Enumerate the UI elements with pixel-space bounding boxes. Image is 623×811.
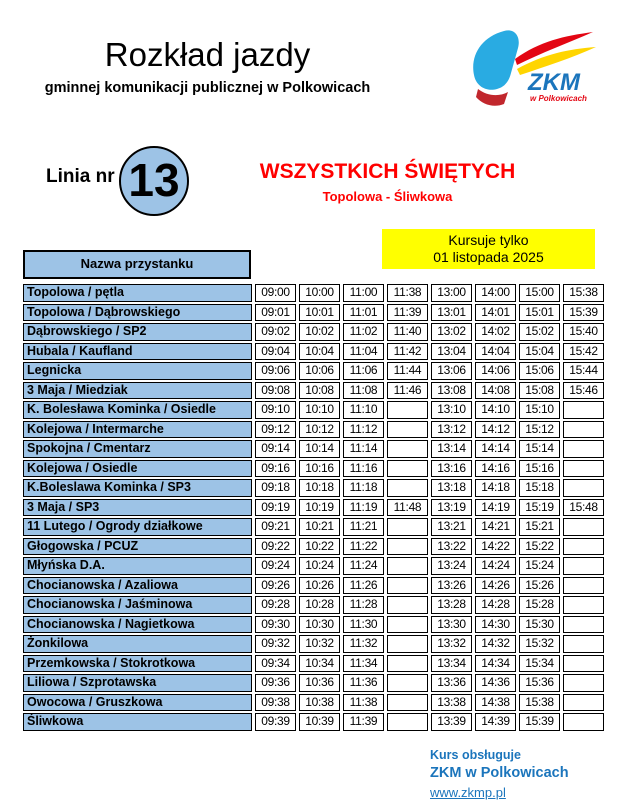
time-cell: 14:38: [475, 694, 516, 712]
table-row: [23, 538, 604, 556]
table-row: [23, 713, 604, 731]
time-cell: 14:12: [475, 421, 516, 439]
time-cell: 14:14: [475, 440, 516, 458]
time-cell: 11:26: [343, 577, 384, 595]
time-cell: 15:24: [519, 557, 560, 575]
time-cell: 13:30: [431, 616, 472, 634]
line-number-badge: 13: [119, 146, 189, 216]
time-cell-empty: [387, 694, 428, 712]
time-cell-empty: [563, 538, 604, 556]
table-row: [23, 343, 604, 361]
time-cell-empty: [563, 440, 604, 458]
time-cell-empty: [387, 518, 428, 536]
time-cell: 10:16: [299, 460, 340, 478]
time-cell: 11:46: [387, 382, 428, 400]
time-cell: 09:30: [255, 616, 296, 634]
table-row: [23, 577, 604, 595]
time-cell: 10:36: [299, 674, 340, 692]
time-cell-empty: [563, 655, 604, 673]
time-cell: 10:30: [299, 616, 340, 634]
time-cell: 11:38: [343, 694, 384, 712]
table-row: [23, 655, 604, 673]
time-cell: 13:32: [431, 635, 472, 653]
line-number-label: Linia nr: [46, 166, 115, 187]
time-cell: 10:10: [299, 401, 340, 419]
time-cell-empty: [563, 479, 604, 497]
time-cell-empty: [563, 635, 604, 653]
time-cell: 15:10: [519, 401, 560, 419]
table-row: [23, 460, 604, 478]
service-block: [250, 160, 525, 204]
time-cell: 15:06: [519, 362, 560, 380]
stop-name-cell: Topolowa / pętla: [23, 284, 252, 302]
time-cell: 15:30: [519, 616, 560, 634]
time-cell-empty: [387, 635, 428, 653]
table-row: [23, 323, 604, 341]
stop-name-cell: Śliwkowa: [23, 713, 252, 731]
time-cell: 14:32: [475, 635, 516, 653]
page-title: Rozkład jazdy: [104, 36, 311, 73]
time-cell: 10:24: [299, 557, 340, 575]
time-cell: 13:22: [431, 538, 472, 556]
table-row: [23, 518, 604, 536]
time-cell: 09:36: [255, 674, 296, 692]
time-cell: 13:14: [431, 440, 472, 458]
time-cell: 15:26: [519, 577, 560, 595]
time-cell-empty: [563, 596, 604, 614]
logo-subtext: w Polkowicach: [530, 94, 587, 103]
stop-name-cell: Topolowa / Dąbrowskiego: [23, 304, 252, 322]
time-cell: 09:28: [255, 596, 296, 614]
time-cell: 15:38: [563, 284, 604, 302]
time-cell: 13:19: [431, 499, 472, 517]
time-cell-empty: [563, 557, 604, 575]
time-cell: 11:32: [343, 635, 384, 653]
time-cell: 10:04: [299, 343, 340, 361]
time-cell: 15:39: [563, 304, 604, 322]
time-cell-empty: [387, 713, 428, 731]
time-cell-empty: [563, 713, 604, 731]
footer-website-link[interactable]: www.zkmp.pl: [430, 785, 506, 800]
time-cell-empty: [387, 401, 428, 419]
table-row: [23, 440, 604, 458]
time-cell: 11:16: [343, 460, 384, 478]
time-cell: 13:34: [431, 655, 472, 673]
time-cell: 09:01: [255, 304, 296, 322]
stop-name-cell: Kolejowa / Intermarche: [23, 421, 252, 439]
time-cell: 10:34: [299, 655, 340, 673]
time-cell: 10:01: [299, 304, 340, 322]
time-cell: 09:00: [255, 284, 296, 302]
timetable: [23, 284, 604, 733]
notice-line2: 01 listopada 2025: [433, 249, 544, 265]
time-cell: 11:42: [387, 343, 428, 361]
time-cell: 09:18: [255, 479, 296, 497]
time-cell: 15:36: [519, 674, 560, 692]
stop-name-cell: Młyńska D.A.: [23, 557, 252, 575]
time-cell: 15:38: [519, 694, 560, 712]
time-cell: 13:39: [431, 713, 472, 731]
time-cell: 15:28: [519, 596, 560, 614]
time-cell: 09:02: [255, 323, 296, 341]
stop-name-cell: Liliowa / Szprotawska: [23, 674, 252, 692]
time-cell: 13:12: [431, 421, 472, 439]
time-cell-empty: [563, 460, 604, 478]
time-cell: 11:00: [343, 284, 384, 302]
time-cell: 11:48: [387, 499, 428, 517]
time-cell: 10:14: [299, 440, 340, 458]
time-cell: 11:30: [343, 616, 384, 634]
time-cell-empty: [387, 674, 428, 692]
table-row: [23, 382, 604, 400]
time-cell: 14:36: [475, 674, 516, 692]
table-row: [23, 596, 604, 614]
time-cell: 09:24: [255, 557, 296, 575]
service-route: Topolowa - Śliwkowa: [322, 189, 453, 204]
time-cell: 10:02: [299, 323, 340, 341]
stop-name-cell: Przemkowska / Stokrotkowa: [23, 655, 252, 673]
time-cell: 11:28: [343, 596, 384, 614]
zkm-logo: [468, 28, 598, 110]
time-cell: 14:16: [475, 460, 516, 478]
time-cell: 13:18: [431, 479, 472, 497]
time-cell: 09:04: [255, 343, 296, 361]
time-cell: 10:26: [299, 577, 340, 595]
time-cell: 13:38: [431, 694, 472, 712]
time-cell: 13:06: [431, 362, 472, 380]
time-cell-empty: [563, 616, 604, 634]
time-cell: 15:14: [519, 440, 560, 458]
time-cell: 13:10: [431, 401, 472, 419]
time-cell: 13:00: [431, 284, 472, 302]
time-cell: 15:00: [519, 284, 560, 302]
time-cell-empty: [387, 421, 428, 439]
time-cell: 11:18: [343, 479, 384, 497]
time-cell: 11:12: [343, 421, 384, 439]
time-cell-empty: [563, 694, 604, 712]
table-row: [23, 421, 604, 439]
stop-name-cell: 3 Maja / SP3: [23, 499, 252, 517]
time-cell: 11:36: [343, 674, 384, 692]
time-cell-empty: [563, 518, 604, 536]
table-row: [23, 499, 604, 517]
time-cell: 15:42: [563, 343, 604, 361]
footer-operator-name: ZKM w Polkowicach: [430, 765, 569, 781]
time-cell-empty: [387, 577, 428, 595]
stop-name-cell: 11 Lutego / Ogrody działkowe: [23, 518, 252, 536]
time-cell-empty: [563, 421, 604, 439]
time-cell: 14:39: [475, 713, 516, 731]
time-cell: 13:24: [431, 557, 472, 575]
time-cell: 13:16: [431, 460, 472, 478]
service-date-notice: [382, 229, 595, 269]
time-cell: 09:16: [255, 460, 296, 478]
page-subtitle: gminnej komunikacji publicznej w Polkowicach: [44, 80, 371, 96]
time-cell: 13:36: [431, 674, 472, 692]
time-cell: 15:34: [519, 655, 560, 673]
time-cell: 10:21: [299, 518, 340, 536]
time-cell: 15:08: [519, 382, 560, 400]
time-cell: 09:21: [255, 518, 296, 536]
time-cell: 15:04: [519, 343, 560, 361]
time-cell: 14:28: [475, 596, 516, 614]
time-cell: 11:22: [343, 538, 384, 556]
time-cell: 14:01: [475, 304, 516, 322]
time-cell: 11:44: [387, 362, 428, 380]
stop-column-header: Nazwa przystanku: [23, 250, 251, 279]
time-cell: 10:00: [299, 284, 340, 302]
time-cell: 14:18: [475, 479, 516, 497]
stop-name-cell: Głogowska / PCUZ: [23, 538, 252, 556]
time-cell: 10:12: [299, 421, 340, 439]
stop-name-cell: Legnicka: [23, 362, 252, 380]
time-cell: 09:12: [255, 421, 296, 439]
time-cell: 10:08: [299, 382, 340, 400]
service-name: WSZYSTKICH ŚWIĘTYCH: [259, 160, 516, 183]
time-cell: 11:38: [387, 284, 428, 302]
time-cell: 09:06: [255, 362, 296, 380]
time-cell: 10:19: [299, 499, 340, 517]
time-cell: 11:08: [343, 382, 384, 400]
time-cell: 09:10: [255, 401, 296, 419]
stop-name-cell: Kolejowa / Osiedle: [23, 460, 252, 478]
time-cell: 15:19: [519, 499, 560, 517]
stop-name-cell: Dąbrowskiego / SP2: [23, 323, 252, 341]
time-cell: 15:40: [563, 323, 604, 341]
stop-name-cell: Chocianowska / Azaliowa: [23, 577, 252, 595]
stop-name-cell: Chocianowska / Nagietkowa: [23, 616, 252, 634]
time-cell: 11:24: [343, 557, 384, 575]
time-cell: 09:34: [255, 655, 296, 673]
stop-name-cell: Żonkilowa: [23, 635, 252, 653]
time-cell: 15:48: [563, 499, 604, 517]
time-cell: 13:21: [431, 518, 472, 536]
time-cell: 15:01: [519, 304, 560, 322]
time-cell: 15:21: [519, 518, 560, 536]
time-cell: 14:24: [475, 557, 516, 575]
time-cell: 13:01: [431, 304, 472, 322]
table-row: [23, 674, 604, 692]
time-cell: 14:34: [475, 655, 516, 673]
time-cell: 13:08: [431, 382, 472, 400]
time-cell-empty: [563, 674, 604, 692]
time-cell: 15:39: [519, 713, 560, 731]
time-cell: 15:32: [519, 635, 560, 653]
table-row: [23, 284, 604, 302]
stop-name-cell: Owocowa / Gruszkowa: [23, 694, 252, 712]
time-cell: 11:21: [343, 518, 384, 536]
time-cell: 11:14: [343, 440, 384, 458]
time-cell: 09:32: [255, 635, 296, 653]
time-cell: 15:18: [519, 479, 560, 497]
time-cell: 13:28: [431, 596, 472, 614]
table-row: [23, 557, 604, 575]
time-cell: 09:19: [255, 499, 296, 517]
time-cell-empty: [563, 577, 604, 595]
time-cell: 15:22: [519, 538, 560, 556]
time-cell: 14:02: [475, 323, 516, 341]
time-cell: 14:26: [475, 577, 516, 595]
stop-name-cell: K.Boleslawa Kominka / SP3: [23, 479, 252, 497]
stop-name-cell: 3 Maja / Miedziak: [23, 382, 252, 400]
time-cell-empty: [387, 538, 428, 556]
time-cell: 10:22: [299, 538, 340, 556]
table-row: [23, 616, 604, 634]
stop-name-cell: K. Bolesława Kominka / Osiedle: [23, 401, 252, 419]
notice-line1: Kursuje tylko: [448, 232, 529, 248]
time-cell: 14:08: [475, 382, 516, 400]
time-cell: 09:38: [255, 694, 296, 712]
time-cell-empty: [387, 479, 428, 497]
time-cell: 10:38: [299, 694, 340, 712]
time-cell: 14:21: [475, 518, 516, 536]
time-cell-empty: [563, 401, 604, 419]
time-cell: 09:26: [255, 577, 296, 595]
time-cell: 15:46: [563, 382, 604, 400]
table-row: [23, 635, 604, 653]
time-cell: 15:12: [519, 421, 560, 439]
time-cell: 09:39: [255, 713, 296, 731]
time-cell: 15:02: [519, 323, 560, 341]
table-row: [23, 694, 604, 712]
time-cell: 13:04: [431, 343, 472, 361]
time-cell: 14:22: [475, 538, 516, 556]
table-row: [23, 401, 604, 419]
time-cell: 14:30: [475, 616, 516, 634]
time-cell: 11:04: [343, 343, 384, 361]
time-cell: 09:14: [255, 440, 296, 458]
time-cell-empty: [387, 557, 428, 575]
stop-name-cell: Hubala / Kaufland: [23, 343, 252, 361]
time-cell-empty: [387, 596, 428, 614]
time-cell: 10:28: [299, 596, 340, 614]
time-cell: 14:10: [475, 401, 516, 419]
time-cell-empty: [387, 616, 428, 634]
stop-name-cell: Chocianowska / Jaśminowa: [23, 596, 252, 614]
time-cell: 11:40: [387, 323, 428, 341]
footer-operator-label: Kurs obsługuje: [430, 748, 521, 762]
time-cell-empty: [387, 440, 428, 458]
time-cell: 11:01: [343, 304, 384, 322]
time-cell: 10:39: [299, 713, 340, 731]
stop-name-cell: Spokojna / Cmentarz: [23, 440, 252, 458]
time-cell: 10:32: [299, 635, 340, 653]
time-cell: 14:00: [475, 284, 516, 302]
time-cell: 15:44: [563, 362, 604, 380]
footer: [430, 748, 569, 802]
time-cell: 09:22: [255, 538, 296, 556]
table-row: [23, 479, 604, 497]
time-cell: 13:02: [431, 323, 472, 341]
time-cell: 15:16: [519, 460, 560, 478]
time-cell: 10:06: [299, 362, 340, 380]
time-cell-empty: [387, 460, 428, 478]
time-cell-empty: [387, 655, 428, 673]
time-cell: 11:39: [343, 713, 384, 731]
zkm-logo-icon: [468, 28, 598, 110]
time-cell: 10:18: [299, 479, 340, 497]
time-cell: 13:26: [431, 577, 472, 595]
time-cell: 14:06: [475, 362, 516, 380]
time-cell: 11:19: [343, 499, 384, 517]
table-row: [23, 362, 604, 380]
logo-text: ZKM: [528, 69, 580, 96]
time-cell: 09:08: [255, 382, 296, 400]
table-row: [23, 304, 604, 322]
time-cell: 11:39: [387, 304, 428, 322]
time-cell: 11:06: [343, 362, 384, 380]
time-cell: 11:02: [343, 323, 384, 341]
time-cell: 11:10: [343, 401, 384, 419]
time-cell: 14:19: [475, 499, 516, 517]
time-cell: 14:04: [475, 343, 516, 361]
time-cell: 11:34: [343, 655, 384, 673]
